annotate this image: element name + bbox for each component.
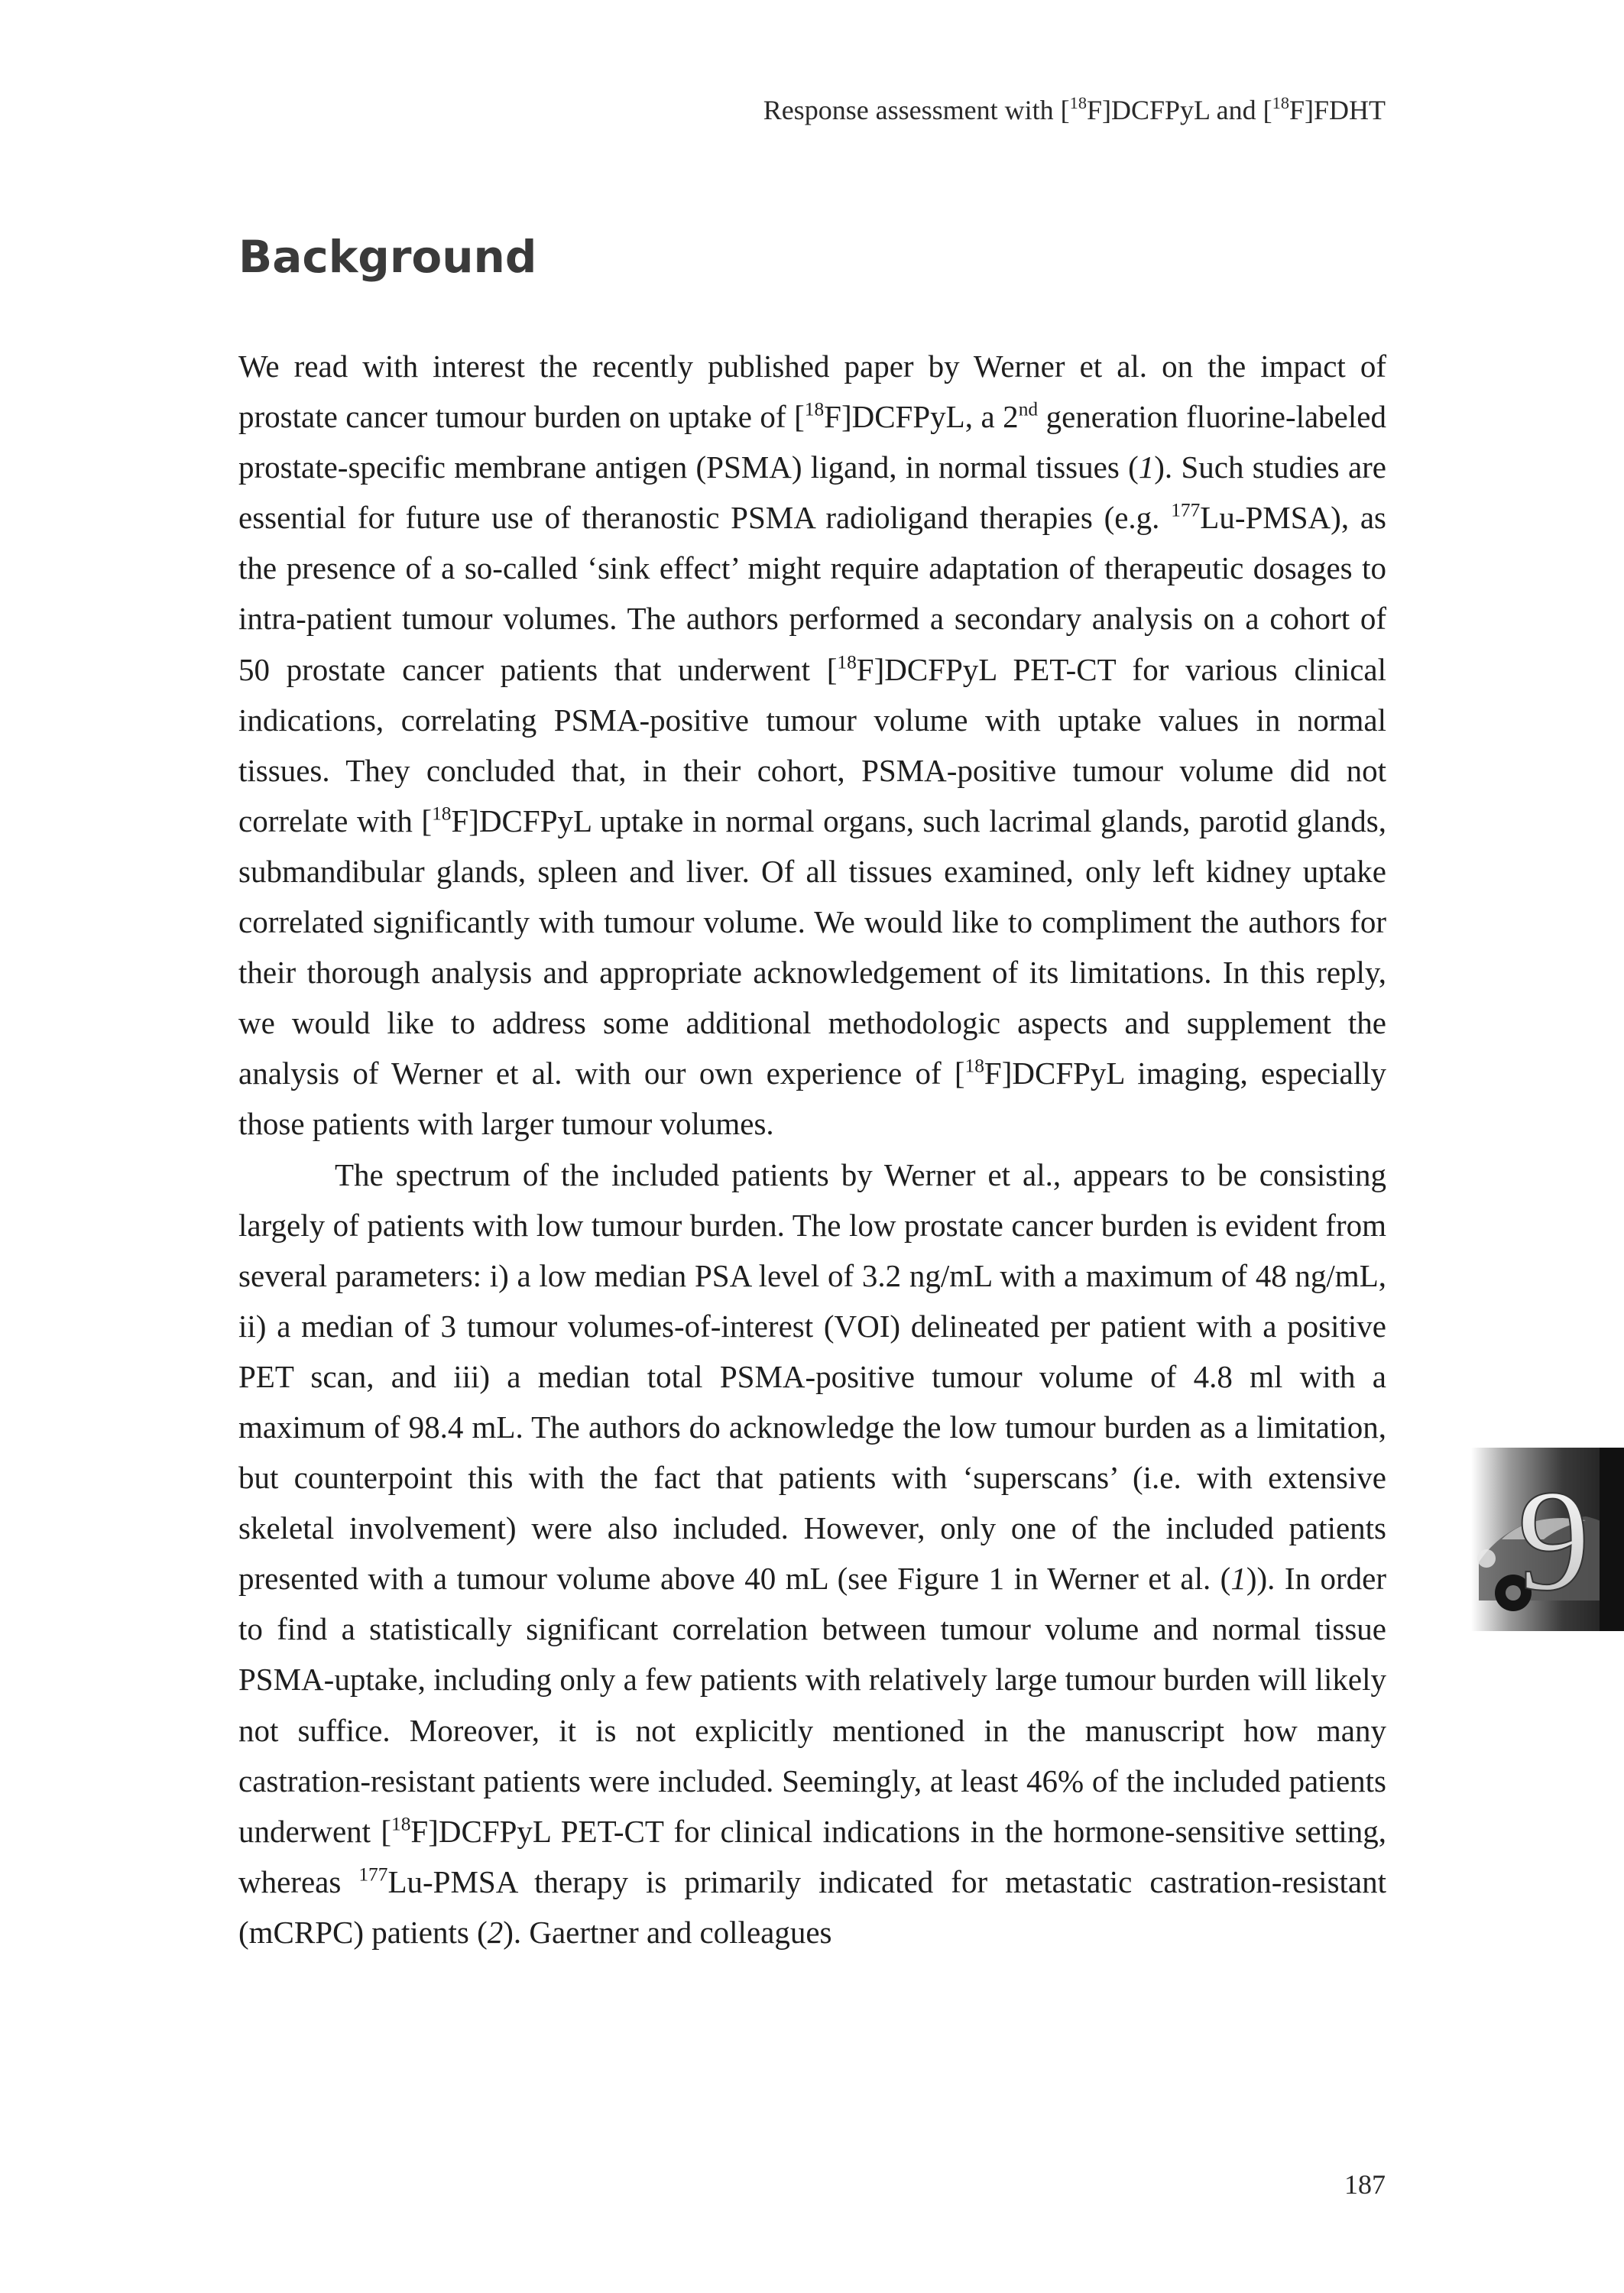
reference-1b: 1 (1230, 1561, 1246, 1597)
reference-2: 2 (487, 1914, 504, 1950)
body-text (238, 341, 1386, 1957)
page-number: 187 (1344, 2169, 1386, 2200)
car-photo-icon (1471, 1448, 1624, 1631)
paragraph-1: We read with interest the recently published paper by Werner et al. on the impact of prostate cancer tumour burden on uptake of [$^{18}$F]DCFPyL, a 2nd generation fluorine-labeled prostate-specific membrane antigen (PSMA) ligand, in normal tissues (1). Such studies are essential for future use of theranostic PSMA radioligand therapies (e.g. $^{177}$Lu-PMSA), as the presence of a so-called ‘sink effect’ might require adaptation of therapeutic dosages to intra-patient tumour volumes. The authors performed a secondary analysis on a cohort of 50 prostate cancer patients that underwent [$^{18}$F]DCFPyL PET-CT for various clinical indications, correlating PSMA-positive tumour volume with uptake values in normal tissues. They concluded that, in their cohort, PSMA-positive tumour volume did not correlate with [$^{18}$F]DCFPyL uptake in normal organs, such lacrimal glands, parotid glands, submandibular glands, spleen and liver. Of all tissues examined, only left kidney uptake correlated significantly with tumour volume. We would like to compliment the authors for their thorough analysis and appropriate acknowledgement of its limitations. In this reply, we would like to address some additional methodologic aspects and supplement the analysis of Werner et al. with our own experience of [$^{18}$F]DCFPyL imaging, especially those patients with larger tumour volumes. (238, 349, 1387, 1142)
section-title: Background (238, 231, 537, 283)
reference-1: 1 (1138, 449, 1155, 485)
paragraph-2: The spectrum of the included patients by Werner et al., appears to be consisting largely of patients with low tumour burden. The low prostate cancer burden is evident from several parameters: i) a low median PSA level of 3.2 ng/mL with a maximum of 48 ng/mL, ii) a median of 3 tumour volumes-of-interest (VOI) delineated per patient with a positive PET scan, and iii) a median total PSMA-positive tumour volume of 4.8 ml with a maximum of 98.4 mL. The authors do acknowledge the low tumour burden as a limitation, but counterpoint this with the fact that patients with ‘superscans’ (i.e. with extensive skeletal involvement) were also included. However, only one of the included patients presented with a tumour volume above 40 mL (see Figure 1 in Werner et al. (1)). In order to find a statistically significant correlation between tumour volume and normal tissue PSMA-uptake, including only a few patients with relatively large tumour burden will likely not suffice. Moreover, it is not explicitly mentioned in the manuscript how many castration-resistant patients were included. Seemingly, at least 46% of the included patients underwent [$^{18}$F]DCFPyL PET-CT for clinical indications in the hormone-sensitive setting, whereas $^{177}$Lu-PMSA therapy is primarily indicated for metastatic castration-resistant (mCRPC) patients (2). Gaertner and colleagues (238, 1156, 1387, 1950)
chapter-tab (1471, 1448, 1624, 1631)
running-header: Response assessment with [$^{18}$F]DCFPyL and [$^{18}$F]FDHT (763, 93, 1386, 125)
chapter-number: 9 (1517, 1461, 1590, 1621)
